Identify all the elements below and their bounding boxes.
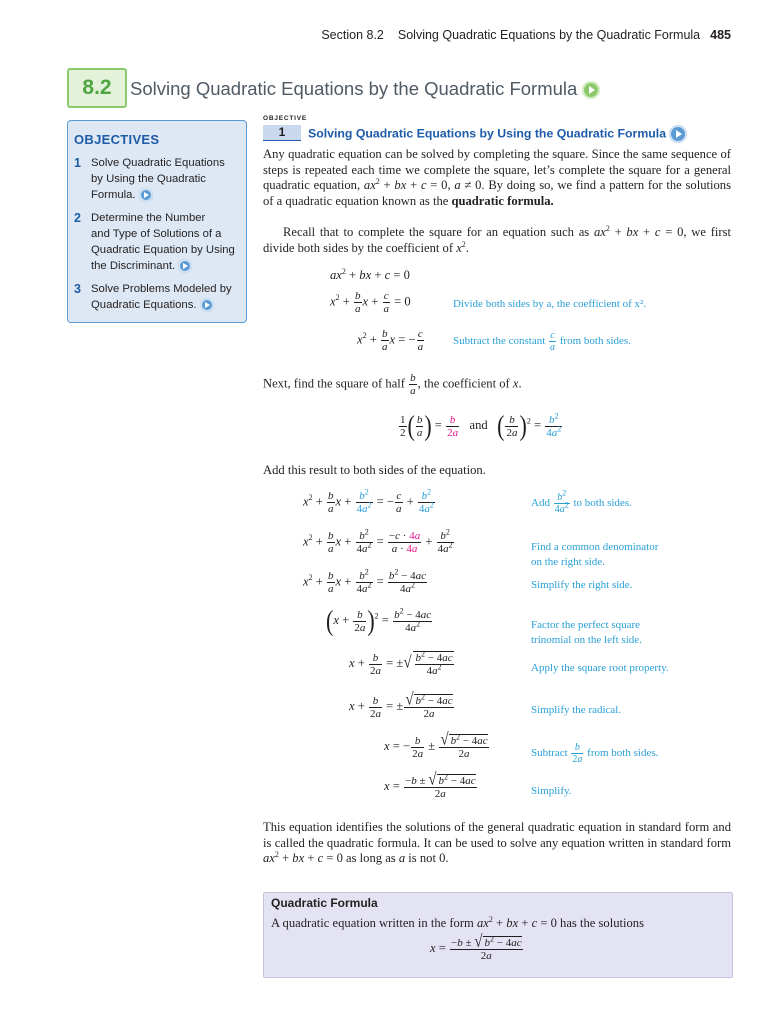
equation-1: $ax^2$ + bx + c = 0 (330, 266, 410, 282)
objective-number: 3 (74, 282, 81, 296)
note-add: Add $\frac{b^2}{4a^2}$ to both sides. (531, 488, 632, 515)
play-video-icon[interactable] (139, 188, 153, 202)
equation-4: $x^2$ + $\frac{b}{a}$ x + $\frac{b^2}{4a^2}$ = − $\frac{c}{a}$ + $\frac{b^2}{4a^2}$ (303, 487, 434, 515)
equation-6: $x^2$ + $\frac{b}{a}$ x + $\frac{b^2}{4a^2}$ = $\frac{b^2 - 4ac}{4a^2}$ (303, 567, 427, 595)
paragraph-text: . By doing so, we find a pattern for the solutions of a quadratic equation known as the (263, 178, 731, 208)
objective-number: 1 (74, 156, 81, 170)
note-text: from both sides. (587, 747, 659, 760)
paragraph-text: Recall that to complete the square for an equation such as (283, 225, 594, 239)
objective-item-3[interactable] (74, 281, 242, 313)
note-subtract-b: Subtract $\frac{b}{2a}$ from both sides. (531, 742, 659, 765)
note-text: Subtract the constant (453, 335, 546, 348)
half-square-sentence: Next, find the square of half $\frac{b}{a}$ , the coefficient of x. (263, 372, 522, 397)
equation-11: x = $\frac{-b \pm √ b^2 - 4ac}{2a}$ (384, 770, 476, 800)
formula-box-text: A quadratic equation written in the form $ax^2$ + bx + c = 0 has the solutions (271, 914, 644, 930)
note-text: trinomial on the left side. (531, 634, 642, 646)
objective-line: Solve Quadratic Equations (91, 157, 225, 169)
objective-line: by Using the Quadratic (91, 173, 206, 185)
play-video-icon[interactable] (200, 298, 214, 312)
objective-item-1[interactable] (74, 155, 242, 203)
note-text: Find a common denominator (531, 541, 659, 553)
intro-paragraph: Any quadratic equation can be solved by completing the square. Since the same sequence of steps is repeated each time we complete the square, let’s complete the square for a general quadratic equation, $ax^2$ + bx + c = 0, a ≠ 0. By doing so, we find a pattern for the solutions of a quadratic equation known as the quadratic formula. (263, 147, 731, 208)
objectives-heading: OBJECTIVES (74, 132, 160, 147)
play-video-icon[interactable] (669, 125, 687, 143)
note-factor (531, 618, 642, 648)
and-word: and (469, 417, 488, 432)
recall-paragraph: Recall that to complete the square for an equation such as $ax^2$ + bx + c = 0, we first divide both sides by the coefficient of $x^2$. (263, 223, 731, 255)
paragraph-text: , the coefficient of (417, 376, 513, 391)
note-simplify-right: Simplify the right side. (531, 579, 633, 591)
objective-line: Determine the Number (91, 212, 206, 224)
paragraph-text: , we first divide both sides by the coefficient of (263, 225, 731, 255)
note-subtract-constant: Subtract the constant $\frac{c}{a}$ from both sides. (453, 330, 631, 353)
note-text: to both sides. (573, 497, 632, 510)
equation-2: $x^2$ + $\frac{b}{a}$ x + $\frac{c}{a}$ = 0 (330, 290, 411, 315)
conclusion-paragraph: This equation identifies the solutions of the general quadratic equation in standard form and is called the quadratic formula. It can be used to solve any equation written in standard form $ax^2$ + bx + c = 0 as long as a is not 0. (263, 820, 731, 866)
objective-number: 2 (74, 211, 81, 225)
objective-item-2[interactable] (74, 210, 242, 274)
note-square-root-property: Apply the square root property. (531, 662, 669, 674)
half-square-equation: $\frac{1}{2}$ ( $\frac{b}{a}$ ) = $\frac{b}{2a}$ and ( $\frac{b}{2a}$ )$^2$ = $\frac{b^2}{4a^2}$ (400, 409, 562, 442)
note-divide: Divide both sides by a, the coefficient of x². (453, 298, 647, 310)
equation-9: x + $\frac{b}{2a}$ = ± $\frac{√ b^2 - 4ac}{2a}$ (349, 690, 453, 720)
objective-line: and Type of Solutions of a (91, 228, 222, 240)
objective-heading-title (308, 125, 687, 143)
objective-line: Quadratic Equation by Using (91, 244, 235, 256)
equation-5: $x^2$ + $\frac{b}{a}$ x + $\frac{b^2}{4a^2}$ = $\frac{-c \cdot 4a}{a \cdot 4a}$ + $\frac{b^2}{4a^2}$ (303, 527, 453, 555)
paragraph-text: Next, find the square of half (263, 376, 409, 391)
quadratic-formula: x = $\frac{-b \pm √ b^2 - 4ac}{2a}$ (430, 932, 522, 962)
section-title-text: Solving Quadratic Equations by the Quadratic Formula (130, 78, 578, 99)
note-text: on the right side. (531, 556, 605, 568)
section-number-badge: 8.2 (67, 68, 127, 108)
equation-10: x = − $\frac{b}{2a}$ ± $\frac{√ b^2 - 4ac}{2a}$ (384, 730, 488, 760)
note-text: from both sides. (559, 335, 631, 348)
note-text: Add (531, 497, 550, 510)
page-number: 485 (710, 28, 731, 42)
note-text: Subtract (531, 747, 568, 760)
note-simplify: Simplify. (531, 785, 572, 797)
objective-heading-title-text: Solving Quadratic Equations by Using the Quadratic Formula (308, 126, 667, 141)
paragraph-text: as long as (342, 851, 399, 866)
header-section: Section 8.2 (321, 28, 384, 42)
formula-box-text-part: A quadratic equation written in the form (271, 916, 477, 930)
term-quadratic-formula: quadratic formula. (451, 193, 554, 208)
add-result-sentence: Add this result to both sides of the equation. (263, 463, 486, 477)
header-title: Solving Quadratic Equations by the Quadratic Formula (397, 28, 701, 42)
equation-8: x + $\frac{b}{2a}$ = ±√ $\frac{b^2 - 4ac}{4a^2}$ (349, 649, 453, 677)
running-header (321, 28, 731, 42)
section-title (130, 78, 600, 100)
objective-line: the Discriminant. (91, 260, 176, 272)
objective-line: Formula. (91, 189, 136, 201)
equation-3: $x^2$ + $\frac{b}{a}$ x = − $\frac{c}{a}$ (357, 328, 424, 353)
note-text: Factor the perfect square (531, 619, 641, 631)
objective-tag: OBJECTIVE (263, 115, 308, 122)
paragraph-text: is not 0. (405, 851, 449, 866)
note-simplify-radical: Simplify the radical. (531, 704, 622, 716)
equation-7: (x + $\frac{b}{2a}$ )$^2$ = $\frac{b^2 - 4ac}{4a^2}$ (326, 604, 432, 637)
formula-box-heading: Quadratic Formula (271, 896, 378, 910)
formula-box-text-part: has the solutions (556, 916, 644, 930)
objective-heading-number: 1 (263, 125, 301, 141)
objective-heading-bar (263, 125, 703, 141)
paragraph-text: Any quadratic equation can be solved by completing the square. Since the same sequence of steps is repeated each time we complete the square, let’s complete the square for a general quadratic equation, (263, 147, 731, 193)
play-video-icon[interactable] (582, 81, 600, 99)
objective-line: Solve Problems Modeled by (91, 283, 232, 295)
note-common-denominator (531, 540, 658, 570)
play-video-icon[interactable] (178, 259, 192, 273)
paragraph-text: This equation identifies the solutions of the general quadratic equation in standard form and is called the quadratic formula. It can be used to solve any equation written in standard form (263, 820, 731, 850)
objective-line: Quadratic Equations. (91, 299, 197, 311)
